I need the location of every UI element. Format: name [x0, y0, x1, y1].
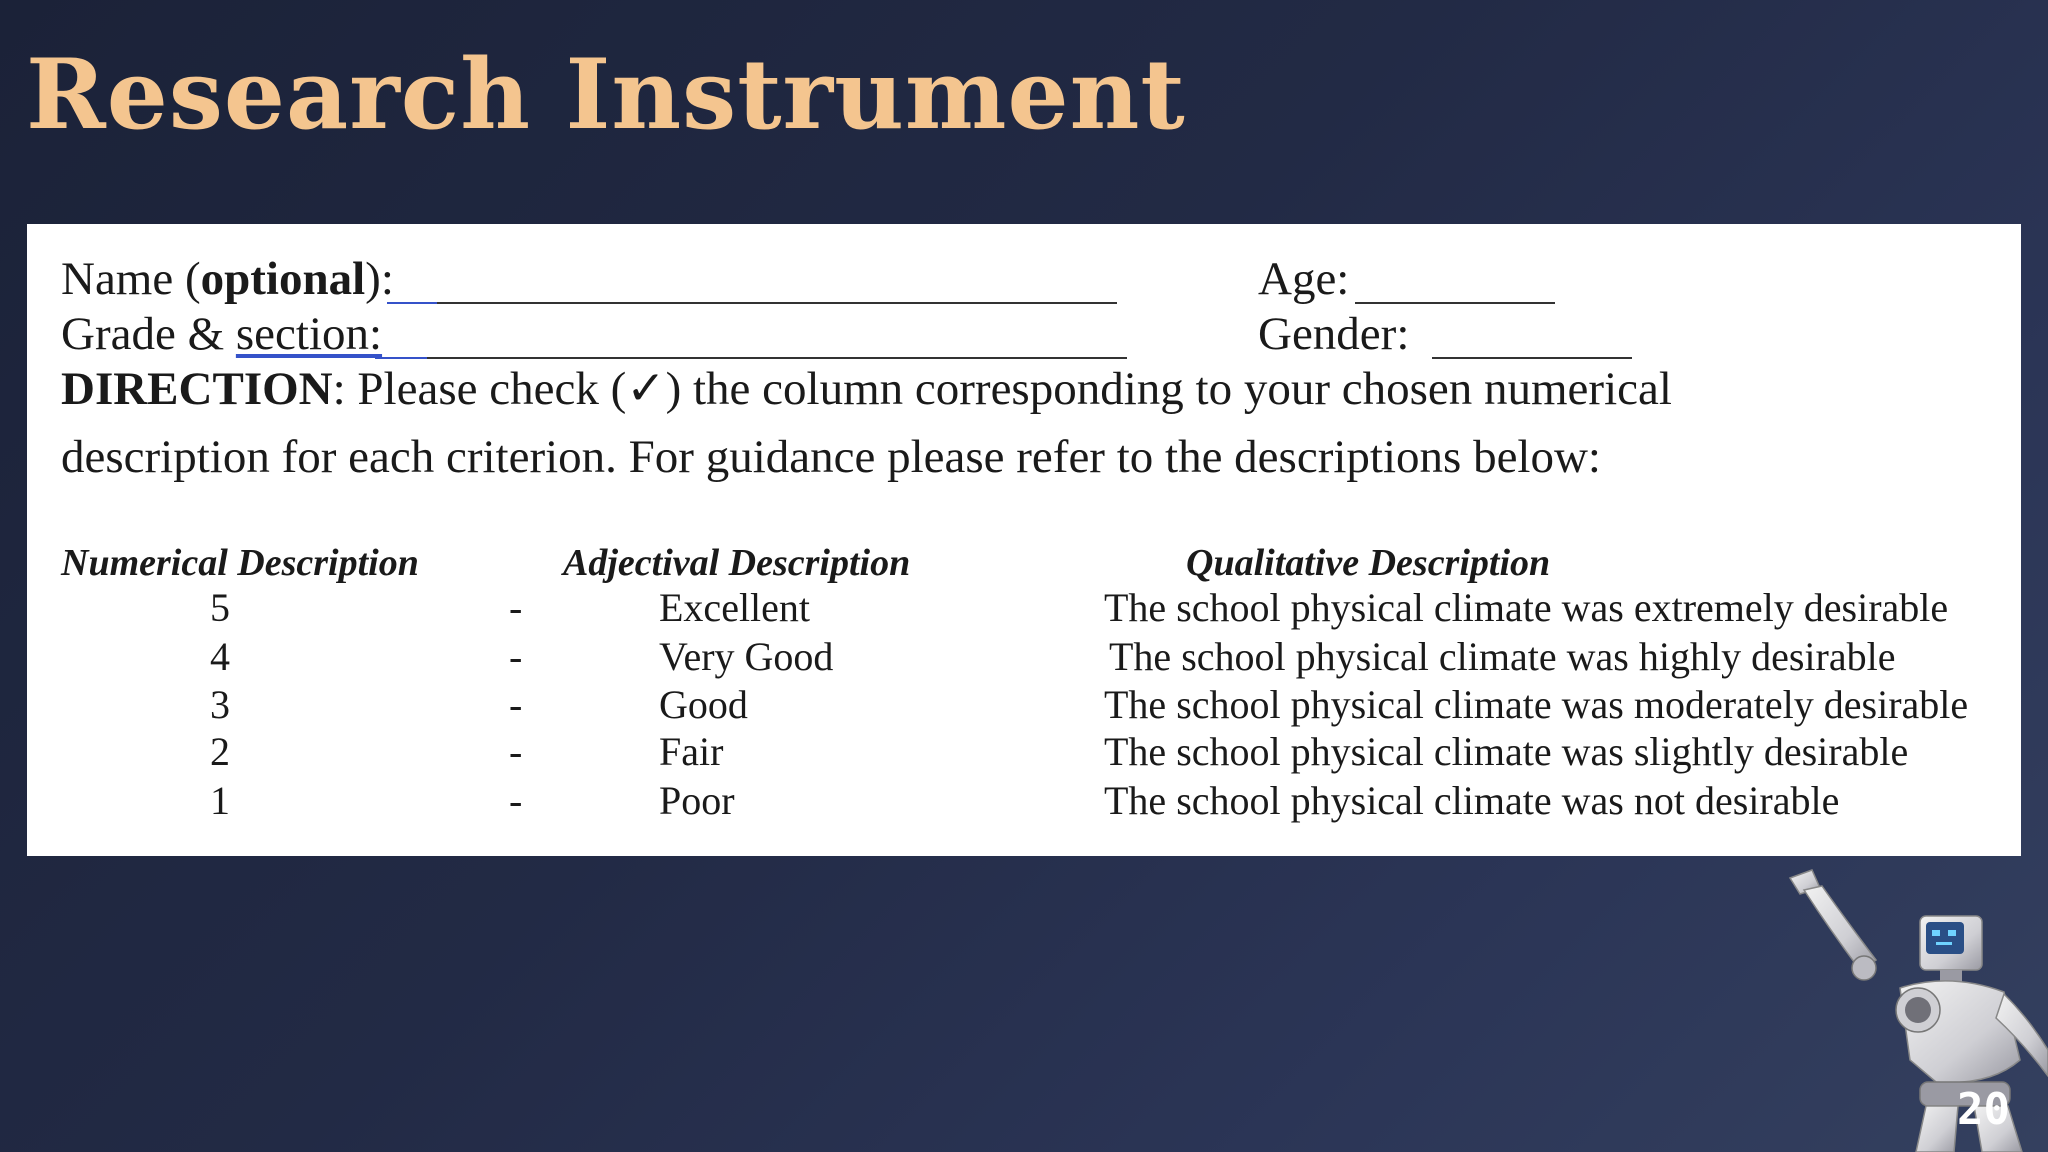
- header-qualitative-description: Qualitative Description: [1186, 542, 1551, 584]
- row-2-qualitative: The school physical climate was slightly desirable: [1104, 729, 1909, 774]
- header-numerical-description: Numerical Description: [61, 542, 419, 584]
- grade-label-text: Grade &: [61, 308, 236, 360]
- gender-label: Gender:: [1258, 308, 1410, 360]
- row-1-numerical: 1: [210, 778, 230, 823]
- page-number: 20: [1957, 1084, 2010, 1135]
- row-5-qualitative: The school physical climate was extremely desirable: [1104, 585, 1949, 630]
- row-3-numerical: 3: [210, 682, 230, 727]
- row-5-dash: -: [509, 585, 523, 630]
- row-3-dash: -: [509, 682, 523, 727]
- row-2-dash: -: [509, 729, 523, 774]
- name-blank-line: [437, 302, 1117, 304]
- direction-text: : Please check (✓) the column corresponding to your chosen numerical: [332, 363, 1672, 415]
- direction-bold-label: DIRECTION: [61, 363, 333, 415]
- grade-section-label: [61, 308, 383, 360]
- section-label-text: section:: [235, 308, 383, 360]
- direction-line-1: [61, 363, 1672, 415]
- header-adjectival-description: Adjectival Description: [563, 542, 911, 584]
- row-4-numerical: 4: [210, 634, 230, 679]
- row-2-numerical: 2: [210, 729, 230, 774]
- name-label: [61, 253, 394, 305]
- gender-blank-line: [1432, 357, 1632, 359]
- row-1-dash: -: [509, 778, 523, 823]
- row-2-adjectival: Fair: [659, 729, 724, 774]
- row-4-qualitative: The school physical climate was highly desirable: [1109, 634, 1896, 679]
- direction-line-2: description for each criterion. For guidance please refer to the descriptions below:: [61, 431, 1601, 483]
- research-instrument-document: [27, 224, 2021, 856]
- row-4-dash: -: [509, 634, 523, 679]
- name-label-end: ):: [365, 253, 394, 305]
- row-1-qualitative: The school physical climate was not desirable: [1104, 778, 1840, 823]
- row-4-adjectival: Very Good: [659, 634, 834, 679]
- age-blank-line: [1355, 302, 1555, 304]
- row-5-adjectival: Excellent: [659, 585, 811, 630]
- section-underline-accent: [375, 357, 427, 359]
- row-5-numerical: 5: [210, 585, 230, 630]
- name-underline-accent: [387, 302, 437, 304]
- name-label-text: Name (: [61, 253, 201, 305]
- name-optional-text: optional: [200, 253, 366, 305]
- row-1-adjectival: Poor: [659, 778, 735, 823]
- slide-title: Research Instrument: [26, 38, 1186, 151]
- row-3-adjectival: Good: [659, 682, 748, 727]
- row-3-qualitative: The school physical climate was moderately desirable: [1104, 682, 1969, 727]
- age-label: Age:: [1258, 253, 1350, 305]
- grade-blank-line: [427, 357, 1127, 359]
